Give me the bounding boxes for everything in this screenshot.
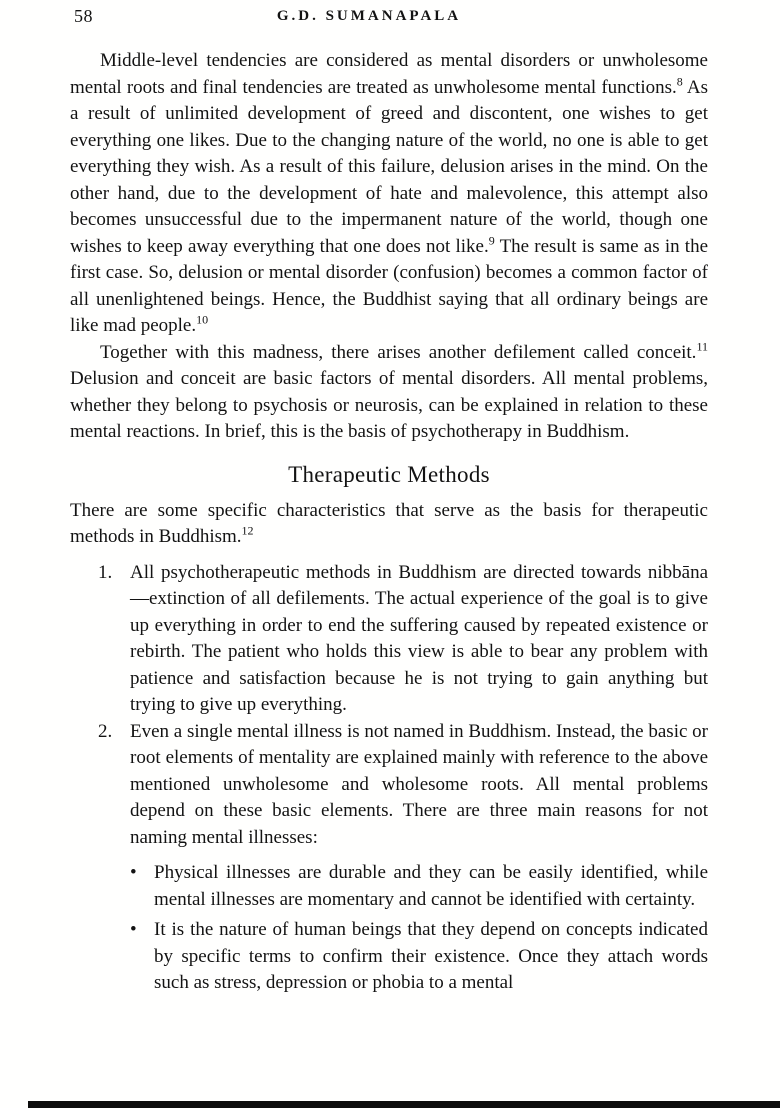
bullet-icon: • — [130, 919, 137, 940]
paragraph-middle-level — [70, 48, 708, 340]
bullet-item-1 — [130, 860, 708, 913]
bullet-item-text: Physical illnesses are durable and they can be easily identified, while mental illnesses are momentary and cannot be identified with certainty. — [154, 862, 708, 910]
paragraph-text: The result is same as in the first case. So, delusion or mental disorder (confusion) becomes a common factor of all unenlightened beings. Hence, the Buddhist saying that all ordinary beings are like mad people. — [70, 235, 709, 336]
footnote-ref-11: 11 — [696, 339, 708, 354]
numbered-list-item-1 — [98, 560, 708, 719]
paragraph-text: Delusion and conceit are basic factors of mental disorders. All mental problems, whether they belong to psychosis or neurosis, can be explained in relation to these mental reactions. In brief, this is the basis of psychotherapy in Buddhism. — [70, 368, 708, 442]
numbered-list — [70, 560, 708, 852]
bullet-icon: • — [130, 862, 137, 883]
paragraph-text: As a result of unlimited development of greed and discontent, one wishes to get everything one likes. Due to the changing nature of the world, no one is able to get everything they wish. As a result of this failure, delusion arises in the mind. On the other hand, due to the development of hate and malevolence, this attempt also becomes unsuccessful due to the impermanent nature of the world, though one wishes to keep away everything that one does not like. — [70, 76, 708, 257]
bullet-item-2 — [130, 917, 708, 997]
running-header — [70, 6, 708, 40]
footnote-ref-8: 8 — [676, 74, 683, 89]
list-item-text: All psychotherapeutic methods in Buddhism are directed towards nibbāna—extinction of all defilements. The actual experience of the goal is to give up everything in order to end the suffering caused by repeated existence or rebirth. The patient who holds this view is able to bear any problem with patience and satisfaction because he is not trying to gain anything but trying to give up everything. — [130, 561, 708, 715]
paragraph-text: Together with this madness, there arises another defilement called conceit. — [100, 341, 697, 363]
section-heading: Therapeutic Methods — [288, 461, 490, 487]
footnote-ref-10: 10 — [196, 312, 209, 327]
bullet-list — [70, 860, 708, 997]
footnote-ref-12: 12 — [241, 523, 254, 538]
list-item-number: 2. — [98, 720, 113, 742]
paragraph-text: There are some specific characteristics that serve as the basis for therapeutic methods in Buddhism. — [70, 499, 708, 547]
paragraph-therapeutic-intro — [70, 498, 708, 551]
numbered-list-item-2 — [98, 719, 708, 852]
scan-edge-shadow — [28, 1101, 780, 1108]
paragraph-conceit — [70, 340, 708, 446]
paragraph-text: Middle-level tendencies are considered as mental disorders or unwholesome mental roots and final tendencies are treated as unwholesome mental functions. — [70, 50, 708, 98]
footnote-ref-9: 9 — [488, 233, 495, 248]
list-item-number: 1. — [98, 561, 113, 583]
running-title: G.D. SUMANAPALA — [276, 8, 462, 24]
page-number: 58 — [74, 6, 93, 26]
bullet-item-text: It is the nature of human beings that they depend on concepts indicated by specific terms to confirm their existence. Once they attach words such as stress, depression or phobia to a mental — [154, 919, 708, 993]
list-item-text: Even a single mental illness is not named in Buddhism. Instead, the basic or root elements of mentality are explained mainly with reference to the above mentioned unwholesome and wholesome roots. All mental problems depend on these basic elements. There are three main reasons for not naming mental illnesses: — [130, 720, 708, 848]
